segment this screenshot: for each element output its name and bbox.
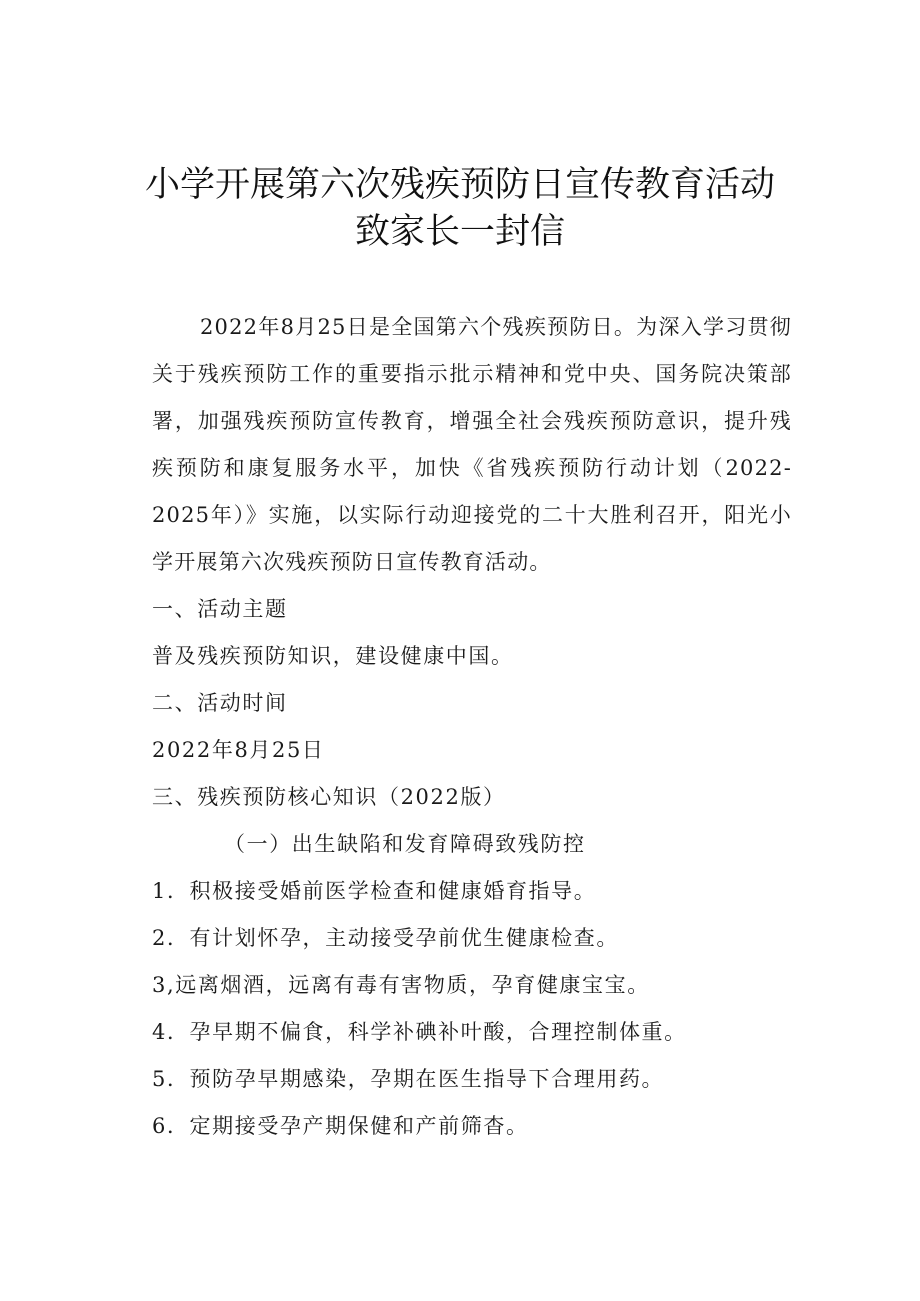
subsection-1-heading: （一）出生缺陷和发育障碍致残防控 <box>224 832 586 856</box>
list-item: 4．孕早期不偏食，科学补碘补叶酸，合理控制体重。 <box>152 1020 687 1044</box>
document-title-line-2: 致家长一封信 <box>354 212 565 252</box>
section-1-heading: 一、活动主题 <box>152 597 288 621</box>
section-2-heading: 二、活动时间 <box>152 691 288 715</box>
list-item: 2．有计划怀孕，主动接受孕前优生健康检查。 <box>152 926 619 950</box>
list-item: 5．预防孕早期感染，孕期在医生指导下合理用药。 <box>152 1067 665 1091</box>
intro-paragraph: 2022年8月25日是全国第六个残疾预防日。为深入学习贯彻关于残疾预防工作的重要指示批示精神和党中央、国务院决策部署，加强残疾预防宣传教育，增强全社会残疾预防意识，提升残疾预防和康复服务水平，加快《省残疾预防行动计划（2022-2025年）》实施，以实际行动迎接党的二十大胜利召开，阳光小学开展第六次残疾预防日宣传教育活动。 <box>152 315 792 574</box>
section-1-text: 普及残疾预防知识，建设健康中国。 <box>152 644 514 668</box>
section-2-text: 2022年8月25日 <box>152 738 325 762</box>
list-item: 1．积极接受婚前医学检查和健康婚育指导。 <box>152 879 597 903</box>
document-title-line-1: 小学开展第六次残疾预防日宣传教育活动 <box>144 165 775 205</box>
document-body <box>152 304 792 1150</box>
list-item: 3,远离烟酒，远离有毒有害物质，孕育健康宝宝。 <box>152 973 650 997</box>
section-3-heading: 三、残疾预防核心知识（2022版） <box>152 785 506 809</box>
list-item: 6．定期接受孕产期保健和产前筛杳。 <box>152 1114 529 1138</box>
